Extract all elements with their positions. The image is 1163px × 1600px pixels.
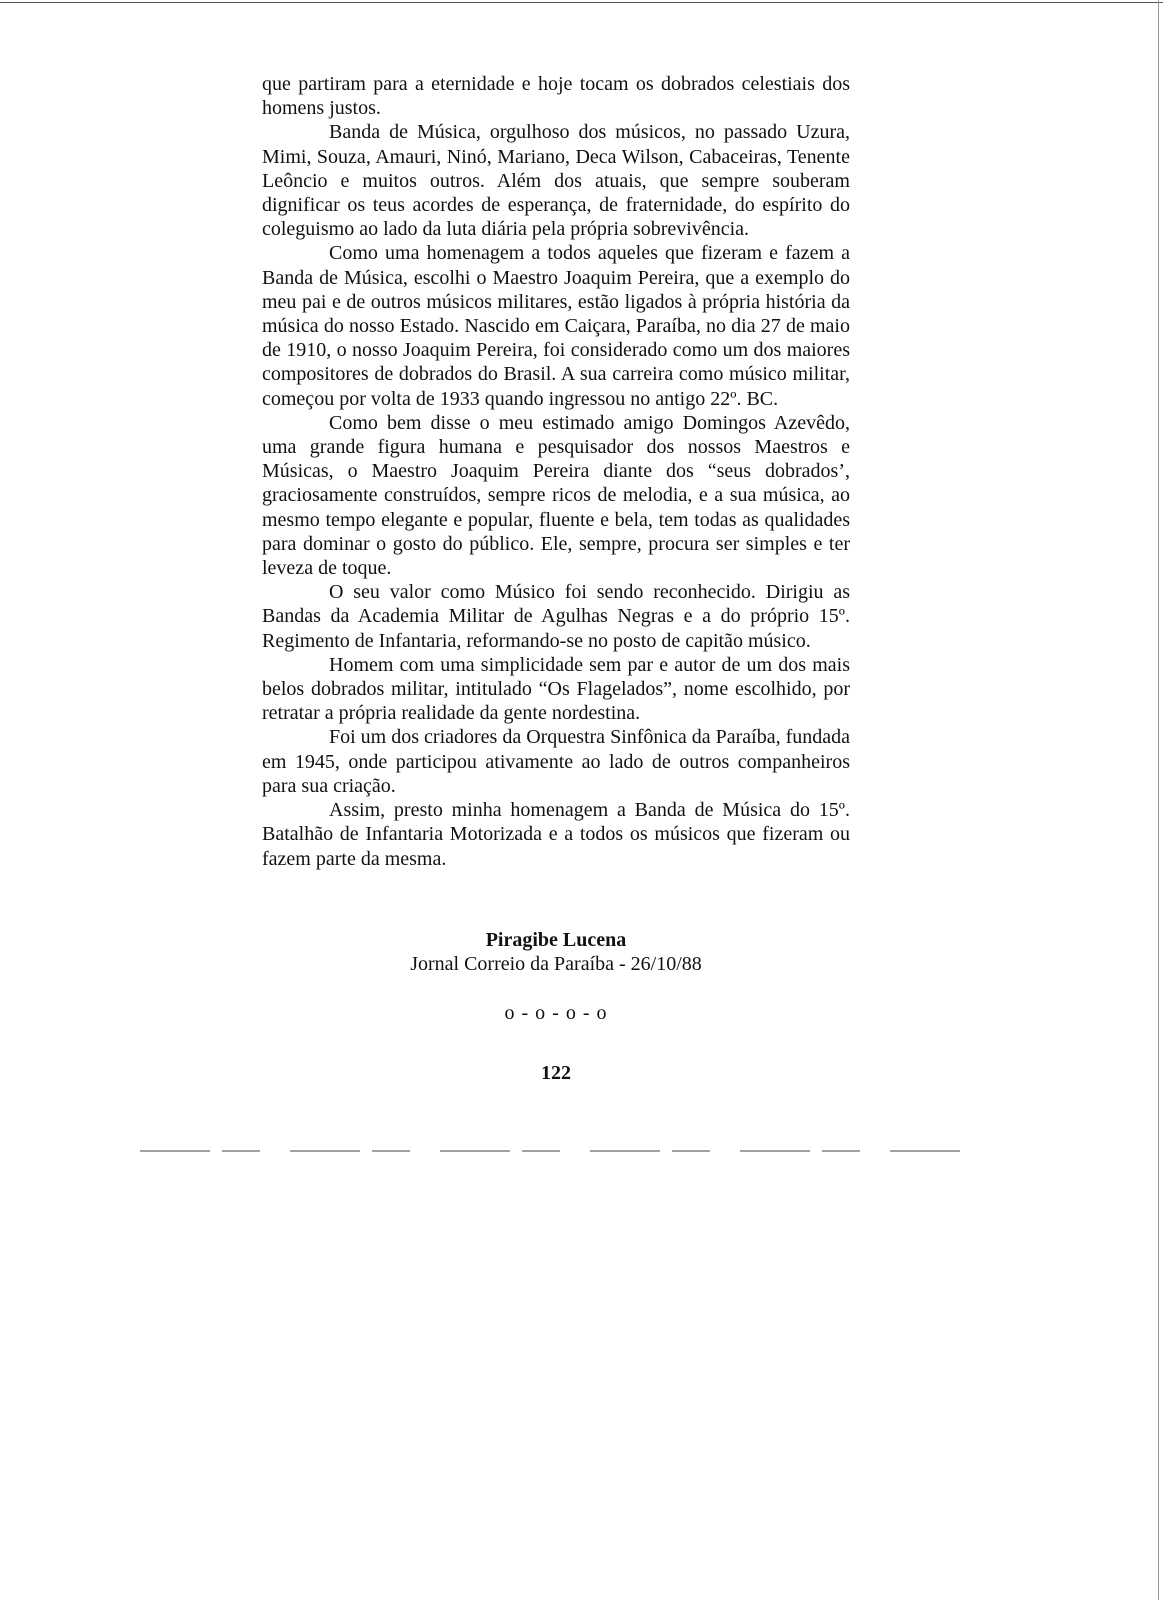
paragraph: Assim, presto minha homenagem a Banda de Música do 15º. Batalhão de Infantaria Motorizada e a todos os músicos que fizeram ou fazem parte da mesma. xyxy=(262,799,850,870)
scan-edge-top xyxy=(0,2,1163,3)
scan-artifact-lines xyxy=(140,1150,960,1152)
page-number: 122 xyxy=(541,1062,571,1084)
paragraph: Banda de Música, orgulhoso dos músicos, no passado Uzura, Mimi, Souza, Amauri, Ninó, Mariano, Deca Wilson, Cabaceiras, Tenente Leôncio e muitos outros. Além dos atuais, que sempre souberam dignificar os teus acordes de esperança, de fraternidade, do espírito do coleguismo ao lado da luta diária pela própria sobrevivência. xyxy=(262,121,850,241)
scan-edge-right xyxy=(1158,0,1159,1600)
section-separator: o - o - o - o xyxy=(504,1002,608,1024)
paragraph: Foi um dos criadores da Orquestra Sinfônica da Paraíba, fundada em 1945, onde participou ativamente ao lado de outros companheiros para sua criação. xyxy=(262,726,850,797)
paragraph: que partiram para a eternidade e hoje tocam os dobrados celestiais dos homens justos. xyxy=(262,73,850,120)
paragraph: Homem com uma simplicidade sem par e autor de um dos mais belos dobrados militar, intitulado “Os Flagelados”, nome escolhido, por retratar a própria realidade da gente nordestina. xyxy=(262,653,850,725)
publication-source: Jornal Correio da Paraíba - 26/10/88 xyxy=(410,953,702,975)
signature-block xyxy=(262,928,850,976)
author-name: Piragibe Lucena xyxy=(485,929,627,951)
article-body xyxy=(262,72,850,871)
paragraph: O seu valor como Músico foi sendo reconhecido. Dirigiu as Bandas da Academia Militar de Agulhas Negras e a do próprio 15º. Regimento de Infantaria, reformando-se no posto de capitão músico. xyxy=(262,581,850,652)
paragraph: Como bem disse o meu estimado amigo Domingos Azevêdo, uma grande figura humana e pesquisador dos nossos Maestros e Músicas, o Maestro Joaquim Pereira diante dos “seus dobrados’, graciosamente construídos, sempre ricos de melodia, e a sua música, ao mesmo tempo elegante e popular, fluente e bela, tem todas as qualidades para dominar o gosto do público. Ele, sempre, procura ser simples e ter leveza de toque. xyxy=(262,411,850,580)
paragraph: Como uma homenagem a todos aqueles que fizeram e fazem a Banda de Música, escolhi o Maestro Joaquim Pereira, que a exemplo do meu pai e de outros músicos militares, estão ligados à própria história da música do nosso Estado. Nascido em Caiçara, Paraíba, no dia 27 de maio de 1910, o nosso Joaquim Pereira, foi considerado como um dos maiores compositores de dobrados do Brasil. A sua carreira como músico militar, começou por volta de 1933 quando ingressou no antigo 22º. BC. xyxy=(262,242,850,410)
